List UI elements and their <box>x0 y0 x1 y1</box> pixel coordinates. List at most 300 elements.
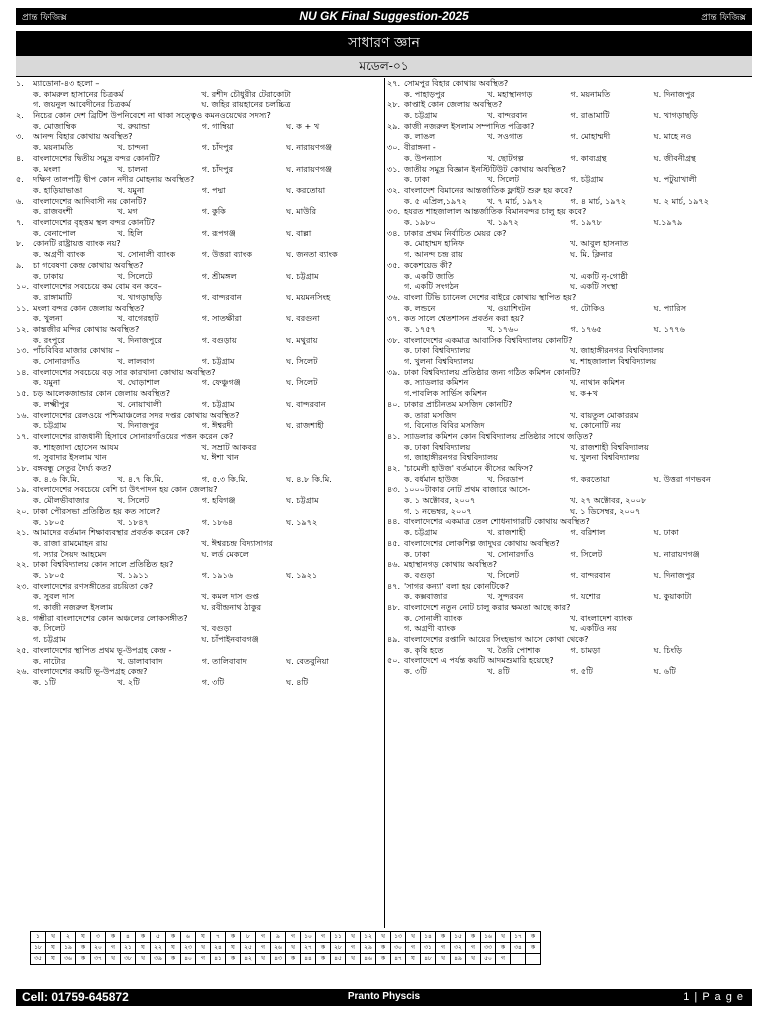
question-number: ২৬. <box>16 666 30 677</box>
answer-option: ক. বর্ধমান হাউজ <box>404 473 459 484</box>
question-number: ১১. <box>16 302 30 313</box>
section-banner: সাধারণ জ্ঞান <box>16 31 752 56</box>
question-stem: পাঁচবিবির মাজার কোথায় – <box>33 345 120 356</box>
question-text <box>16 367 386 378</box>
answer-option: খ. আবুল হাসনাত <box>570 238 629 249</box>
question-number: ১৭. <box>16 430 30 441</box>
question-number: ৪১. <box>387 430 401 441</box>
answer-option: ক. যমুনা <box>33 377 61 388</box>
question-stem: ঢাকা পৌরসভা প্রতিষ্ঠিত হয় কত সালে? <box>33 505 161 516</box>
answer-option: ক. কক্সবাজার <box>404 591 448 602</box>
answer-option: গ. ফেঞ্চুগঞ্জ <box>201 377 241 388</box>
answer-key-number: ৪৪ <box>301 954 316 965</box>
answer-key-answer: খ <box>436 954 451 965</box>
answer-option: ঘ. জনতা ব্যাংক <box>286 249 338 260</box>
answer-option: খ. মহাস্থানগড় <box>487 88 533 99</box>
answer-option: খ. সিরডাপ <box>487 473 524 484</box>
answer-option: ঘ. খাগড়াছড়ি <box>653 110 698 121</box>
answer-option: গ. কাব্যগ্রন্থ <box>570 152 607 163</box>
answer-option: ক. বেনাপোল <box>33 227 76 238</box>
answer-option: খ. খাগড়াছড়ি <box>117 291 162 302</box>
answer-option: ক. সুবল দাস <box>33 591 75 602</box>
answer-key-answer: গ <box>256 943 271 954</box>
questions-left-column <box>16 78 386 688</box>
answer-key-table <box>30 931 541 965</box>
answer-option: গ. বরিশাল <box>570 527 606 538</box>
question-number: ৯. <box>16 259 24 270</box>
question-number: ২. <box>16 110 24 121</box>
question-number: ৪০. <box>387 398 401 409</box>
answer-key-number: ১ <box>31 932 46 943</box>
answer-option: গ. তালিবাবাদ <box>201 655 247 666</box>
answer-option: ক. ১৮০৫ <box>33 516 65 527</box>
answer-key-number: ৪৬ <box>361 954 376 965</box>
option-row <box>16 99 386 110</box>
answer-option: গ. চাঁদপুর <box>201 142 234 153</box>
answer-option: ঘ. প্যারিস <box>653 302 687 313</box>
question-number: ৪৯. <box>387 634 401 645</box>
answer-key-number: ৪৯ <box>451 954 466 965</box>
question-stem: সোমপুর বিহার কোথায় অবস্থিত? <box>404 78 509 88</box>
question-stem: ম্যাডোনা-৪৩ হলো – <box>33 78 100 88</box>
answer-key-answer: খ <box>496 932 511 943</box>
answer-key-number: ৩৮ <box>121 954 136 965</box>
question-text <box>16 110 386 121</box>
question-stem: মহাস্থানগড় কোথায় অবস্থিত? <box>404 559 498 570</box>
question-stem: মংলা বন্দর কোন জেলায় অবস্থিত? <box>33 302 145 313</box>
option-row <box>16 121 386 132</box>
question-text <box>387 367 752 378</box>
answer-key-answer: খ <box>406 932 421 943</box>
question-number: ১০. <box>16 281 30 292</box>
answer-key-number: ১৬ <box>481 932 496 943</box>
answer-key-answer: খ <box>136 954 151 965</box>
answer-option: ক. কামরুল হাসানের চিত্রকর্ম <box>33 88 124 99</box>
question-stem: বাংলা টিভি চ্যানেল দেশের বাইরে কোথায় স্থাপিত হয়? <box>404 291 577 302</box>
answer-option: ঘ. ক + খ <box>286 120 320 131</box>
option-row <box>387 377 752 388</box>
answer-key-answer: গ <box>466 943 481 954</box>
question-text <box>387 399 752 410</box>
answer-key-answer: ক <box>316 954 331 965</box>
answer-key-answer: ক <box>76 954 91 965</box>
question-stem: বাংলাদেশের লোকশিল্প জাদুঘর কোথায় অবস্থিত? <box>404 537 560 548</box>
footer-cell: Cell: 01759-645872 <box>22 990 129 1004</box>
option-row <box>16 602 386 613</box>
question-number: ১৯. <box>16 484 30 495</box>
question-text <box>16 613 386 624</box>
header-title: NU GK Final Suggestion-2025 <box>299 9 469 23</box>
answer-option: গ. শ্রীমঙ্গল <box>201 270 237 281</box>
model-subbanner: মডেল-০১ <box>16 56 752 77</box>
question-stem: ১০০০টাকার নোট প্রথম বাজারে আসে- <box>404 484 531 495</box>
option-row <box>16 677 386 688</box>
option-row <box>16 538 386 549</box>
answer-key-answer: গ <box>346 943 361 954</box>
answer-option: ঘ. ৪টি <box>286 676 309 687</box>
answer-key-answer: খ <box>286 943 301 954</box>
answer-option: খ. একটি নৃ-গোষ্ঠী <box>570 270 628 281</box>
question-text <box>387 581 752 592</box>
question-number: ৩৭. <box>387 313 401 324</box>
answer-option: ক. রাঙ্গামাটি <box>33 291 72 302</box>
answer-option: খ. নোয়াখালী <box>117 398 162 409</box>
answer-option: ঘ. বান্দরবান <box>286 398 326 409</box>
answer-option: খ. বায়তুল মোকাররম <box>570 409 639 420</box>
option-row <box>387 613 752 624</box>
question-text <box>387 335 752 346</box>
option-row <box>16 249 386 260</box>
option-row <box>16 452 386 463</box>
answer-option: খ. সোনারগাঁও <box>487 548 534 559</box>
answer-key-number: ১৪ <box>421 932 436 943</box>
question-stem: বাংলাদেশের আদিবাসী নয় কোনটি? <box>33 195 147 206</box>
answer-key-number: ২৫ <box>241 943 256 954</box>
answer-key-number: ৩৫ <box>31 954 46 965</box>
answer-option: ক. ঢাকা <box>404 548 430 559</box>
answer-option: গ. ৩টি <box>201 676 225 687</box>
answer-option: ক. ঢাকা <box>404 174 430 185</box>
question-text <box>387 99 752 110</box>
question-stem: ঢাকা বিশ্ববিদ্যালয় প্রতিষ্ঠার জন্য গঠিত কমিশন কোনটি? <box>404 366 581 377</box>
answer-option: গ. ১৯১৬ <box>201 569 234 580</box>
answer-option: ক. লাঙল <box>404 131 436 142</box>
question-number: ২০. <box>16 505 30 516</box>
option-row <box>387 495 752 506</box>
answer-key-number: ৯ <box>271 932 286 943</box>
answer-option: খ. ৪.৭ কি.মি. <box>117 473 164 484</box>
question-stem: নিচের কোন দেশ ব্রিটিশ উপনিবেশে না থাকা সত্ত্বেও কমনওয়েথের সদস্য? <box>33 110 271 121</box>
answer-key-answer: ক <box>106 932 121 943</box>
option-row <box>387 474 752 485</box>
option-row <box>387 591 752 602</box>
question-text <box>16 559 386 570</box>
answer-option: গ.পাবলিক সার্ভিস কমিশন <box>404 388 487 399</box>
answer-option: ক. ৩টি <box>404 666 427 677</box>
answer-option: খ. ডালাবাবাদ <box>117 655 163 666</box>
question-text <box>16 645 386 656</box>
answer-key-number: ৩৯ <box>151 954 166 965</box>
question-stem: চা গবেষণা কেন্দ্র কোথায় অবস্থিত? <box>33 259 144 270</box>
answer-option: গ. অগ্রণী ব্যাংক <box>404 623 456 634</box>
question-stem: কাজী নজরুল ইসলাম সম্পাদিত পত্রিকা? <box>404 120 535 131</box>
answer-option: গ. পদ্মা <box>201 184 226 195</box>
question-text <box>387 516 752 527</box>
answer-option: খ. যমুনা <box>117 184 145 195</box>
answer-option: খ. ছোটগল্প <box>487 152 524 163</box>
question-number: ৩৪. <box>387 227 401 238</box>
question-text <box>387 142 752 153</box>
answer-option: ঘ. ১ ডিসেম্বর, ২০০৭ <box>570 505 641 516</box>
option-row <box>16 356 386 367</box>
answer-option: গ. সিলেট <box>570 548 603 559</box>
question-stem: বাংলাদেশের বৃহত্তম স্থল বন্দর কোনটি? <box>33 217 156 228</box>
answer-option: ঘ. নারায়ণগঞ্জ <box>653 548 700 559</box>
header-left-tag: প্রান্ত ফিজিক্স <box>22 13 67 23</box>
question-number: ২১. <box>16 527 30 538</box>
answer-option: খ. বাগেরহাট <box>117 313 159 324</box>
question-stem: কাপ্তাই কোন জেলায় অবস্থিত? <box>404 99 503 110</box>
answer-key-answer: খ <box>466 954 481 965</box>
answer-option: ক. পাহাড়পুর <box>404 88 445 99</box>
question-stem: বাংলাদেশের কয়টি ভূ-উপগ্রহ কেন্দ্র? <box>33 666 148 677</box>
answer-option: ঘ. ১৭৭৬ <box>653 323 685 334</box>
answer-key-number: ৩৬ <box>61 954 76 965</box>
question-text <box>387 313 752 324</box>
question-number: ৪৬. <box>387 559 401 570</box>
answer-key-row <box>31 932 541 943</box>
answer-option: খ. হিলি <box>117 227 143 238</box>
answer-option: ঘ. বাল্লা <box>286 227 312 238</box>
answer-option: ক. হাড়িয়াভাঙা <box>33 184 83 195</box>
question-number: ৮. <box>16 238 24 249</box>
answer-key-answer: খ <box>196 943 211 954</box>
answer-option: গ. হবিগঞ্জ <box>201 495 236 506</box>
question-number: ৪৫. <box>387 537 401 548</box>
answer-option: খ. রাজশাহী বিশ্ববিদ্যালয় <box>570 441 649 452</box>
answer-key-number: ১৩ <box>391 932 406 943</box>
question-text <box>387 538 752 549</box>
answer-option: খ. ৭ মার্চ, ১৯৭২ <box>487 195 543 206</box>
option-row <box>387 249 752 260</box>
answer-option: ক. একটি জাতি <box>404 270 454 281</box>
question-text <box>387 164 752 175</box>
answer-option: খ. ওয়াশিংটন <box>487 302 531 313</box>
option-row <box>16 399 386 410</box>
answer-option: গ. চট্টগ্রাম <box>33 634 66 645</box>
question-stem: বাংলাদেশের রেলওয়ে পশ্চিমাঞ্চলের সদর দপ্তর কোথায় অবস্থিত? <box>33 409 240 420</box>
answer-option: ঘ. পটুয়াখালী <box>653 174 697 185</box>
answer-option: ঘ. ১৯৭২ <box>286 516 318 527</box>
question-stem: বাংলাদেশের স্থাপিত প্রথম ভূ-উপগ্রহ কেন্দ্র - <box>33 644 172 655</box>
question-number: ১৩. <box>16 345 30 356</box>
answer-option: ঘ. ময়মনসিংহ <box>286 291 331 302</box>
answer-option: ঘ. একটিও নয় <box>570 623 617 634</box>
answer-key-answer: ঘ <box>46 954 61 965</box>
answer-key-number: ৪৮ <box>421 954 436 965</box>
question-number: ৪৮. <box>387 602 401 613</box>
question-stem: হযরত শাহজালাল আন্তর্জাতিক বিমানবন্দর চালু হয় কবে? <box>404 206 587 217</box>
answer-key-number: ৪৩ <box>271 954 286 965</box>
answer-option: ক. মৌলভীবাজার <box>33 495 90 506</box>
answer-option: খ. রাজশাহী <box>487 527 526 538</box>
answer-option: খ. রশীদ চৌধুরীর টেরাকোটা <box>201 88 291 99</box>
answer-option: ক. ঢাকা বিশ্ববিদ্যালয় <box>404 441 471 452</box>
question-number: ২৯. <box>387 120 401 131</box>
answer-option: ক. রংপুরে <box>33 334 65 345</box>
answer-key-answer <box>526 954 541 965</box>
answer-option: খ. চালনা <box>117 163 148 174</box>
question-text <box>16 78 386 89</box>
answer-option: ঘ. মি. ক্লিনার <box>570 249 613 260</box>
question-stem: বাংলাদেশের একমাত্র আবাসিক বিশ্ববিদ্যালয় কোনটি? <box>404 334 573 345</box>
question-text <box>16 484 386 495</box>
option-row <box>387 174 752 185</box>
answer-option: ক. রাজা রামমোহন রায় <box>33 537 108 548</box>
answer-option: ঘ. ৬টি <box>653 666 676 677</box>
answer-option: ঘ. একটি সংস্থা <box>570 281 618 292</box>
option-row <box>387 324 752 335</box>
question-stem: বাংলাদেশের দ্বিতীয় সমুদ্র বন্দর কোনটি? <box>33 152 161 163</box>
answer-key-number: ৪০ <box>181 954 196 965</box>
footer-page: 1 | P a g e <box>683 991 744 1003</box>
answer-key-number: ২৬ <box>271 943 286 954</box>
answer-option: ক. অগ্রণী ব্যাংক <box>33 249 86 260</box>
question-number: ৭. <box>16 217 24 228</box>
question-stem: আনন্দ বিহার কোথায় অবস্থিত? <box>33 131 133 142</box>
answer-option: ক. ৫ এপ্রিল,১৯৭২ <box>404 195 467 206</box>
answer-option: গ. ১৯৭৮ <box>570 217 602 228</box>
question-number: ৪৪. <box>387 516 401 527</box>
question-number: ৩২. <box>387 184 401 195</box>
question-stem: বাংলাদেশের একমাত্র তেল শোধনাগারটি কোথায় অবস্থিত? <box>404 516 590 527</box>
answer-option: ঘ. নারায়ণগঞ্জ <box>286 142 333 153</box>
question-stem: দক্ষিণ তালপট্টি দ্বীপ কোন নদীর মোহনায় অবস্থিত? <box>33 174 195 185</box>
answer-option: ক. ১টি <box>33 676 56 687</box>
answer-option: ঘ. ক+খ <box>570 388 598 399</box>
answer-option: গ. বগুড়ায় <box>201 334 237 345</box>
option-row <box>387 356 752 367</box>
answer-key-number: ৫ <box>151 932 166 943</box>
answer-option: ঘ. রাজশাহী <box>286 420 324 431</box>
question-number: ৫০. <box>387 655 401 666</box>
option-row <box>387 271 752 282</box>
answer-option: গ. রাঙামাটি <box>570 110 610 121</box>
option-row <box>16 89 386 100</box>
answer-option: খ. ৪টি <box>487 666 510 677</box>
answer-option: গ. চট্টগ্রাম <box>201 398 235 409</box>
answer-option: গ. ৫.৩ কি.মি. <box>201 473 248 484</box>
answer-option: গ. উত্তরা ব্যাংক <box>201 249 252 260</box>
answer-key-number: ১৮ <box>31 943 46 954</box>
option-row <box>16 570 386 581</box>
question-number: ১৪. <box>16 366 30 377</box>
answer-option: ঘ. সিলেট <box>286 377 318 388</box>
question-stem: জাতীয় সমুদ্র বিজ্ঞান ইনস্টিটিউট কোথায় অবস্থিত? <box>404 163 566 174</box>
question-text <box>16 324 386 335</box>
question-stem: ঢাকার প্রাচীনতম মসজিদ কোনটি? <box>404 398 513 409</box>
answer-key-answer: ক <box>136 932 151 943</box>
answer-option: ঘ. জহির রায়হানের চলচ্চিত্র <box>201 99 291 110</box>
question-stem: স্যাডলার কমিশন কোন বিশ্ববিদ্যালয় প্রতিষ্ঠার সাথে জড়িত? <box>404 430 593 441</box>
answer-option: ঘ. শাহজালাল বিশ্ববিদ্যালয় <box>570 356 657 367</box>
answer-key-answer: ক <box>166 954 181 965</box>
answer-option: ঘ. চিংড়ি <box>653 644 683 655</box>
question-stem: কান্তজীর মন্দির কোথায় অবস্থিত? <box>33 323 140 334</box>
answer-key-number: ১৯ <box>61 943 76 954</box>
answer-option: গ. চট্টগ্রাম <box>201 356 235 367</box>
question-number: ৪২. <box>387 462 401 473</box>
question-stem: গম্ভীরা বাংলাদেশের কোন অঞ্চলের লোকসঙ্গীত? <box>33 612 188 623</box>
answer-key-number: ২২ <box>151 943 166 954</box>
option-row <box>387 303 752 314</box>
answer-option: খ. ১৯১১ <box>117 569 149 580</box>
question-stem: বাংলাদেশের সবচেয়ে বড় সার কারখানা কোথায় অবস্থিত? <box>33 366 216 377</box>
answer-key-answer: গ <box>106 943 121 954</box>
answer-key-number: ৫০ <box>481 954 496 965</box>
answer-key-answer: ঘ <box>406 954 421 965</box>
answer-option: ঘ. ১৯২১ <box>286 569 318 580</box>
question-text <box>16 345 386 356</box>
answer-option: ক. ঢাকা বিশ্ববিদ্যালয় <box>404 345 471 356</box>
answer-option: খ. দিনাজপুর <box>117 420 159 431</box>
question-stem: 'সাগর কন্যা' বলা হয় কোনটিকে? <box>404 580 510 591</box>
answer-option: ক. উপন্যাস <box>404 152 442 163</box>
question-text <box>387 206 752 217</box>
answer-option: ক. মোহাম্মদ হানিফ <box>404 238 465 249</box>
question-text <box>16 303 386 314</box>
footer-brand: Pranto Physcis <box>347 991 421 1002</box>
question-stem: বাংলাদেশের রণসঙ্গীতের রচয়িতা কে? <box>33 580 154 591</box>
option-row <box>387 238 752 249</box>
answer-key-number: ২ <box>61 932 76 943</box>
answer-option: ঘ. ঢাকা <box>653 527 679 538</box>
option-row <box>16 335 386 346</box>
question-stem: বীরাঙ্গনা - <box>404 142 436 153</box>
answer-option: ঘ. বরগুনা <box>286 313 320 324</box>
option-row <box>387 217 752 228</box>
answer-key-answer: ক <box>226 954 241 965</box>
answer-option: ঘ. চট্টগ্রাম <box>286 495 319 506</box>
answer-key-number: ৩ <box>91 932 106 943</box>
question-stem: 'চামেলী হাউজ' বর্তমানে কীসের অফিস? <box>404 462 534 473</box>
answer-key-answer: খ <box>376 932 391 943</box>
answer-key-answer: ঘ <box>196 932 211 943</box>
answer-key-number: ৪ <box>121 932 136 943</box>
answer-key-number: ২৯ <box>361 943 376 954</box>
answer-key-answer: ক <box>76 943 91 954</box>
answer-key-number: ৮ <box>241 932 256 943</box>
answer-option: খ. বগুড়া <box>201 623 232 634</box>
answer-option: ঘ. কুয়াকাটা <box>653 591 692 602</box>
option-row <box>16 474 386 485</box>
answer-key-row <box>31 954 541 965</box>
answer-key-number: ২৮ <box>331 943 346 954</box>
answer-key-number: ৩০ <box>391 943 406 954</box>
question-text <box>16 131 386 142</box>
answer-option: ক. চট্টগ্রাম <box>33 420 67 431</box>
question-stem: বাংলাদেশের সবচেয়ে বেশি চা উৎপাদন হয় কোন জেলায়? <box>33 484 218 495</box>
answer-key-answer: ক <box>166 932 181 943</box>
answer-option: খ. দিনাজপুরে <box>117 334 163 345</box>
question-stem: আমাদের বর্তমান শিক্ষাব্যবস্থার প্রবর্তক করেন কে? <box>33 527 190 538</box>
answer-option: ঘ.১৯৭৯ <box>653 217 683 228</box>
question-text <box>387 121 752 132</box>
answer-key-number: ৭ <box>211 932 226 943</box>
answer-key-number <box>511 954 526 965</box>
answer-option: ক. মোজাম্বিক <box>33 120 77 131</box>
answer-option: খ. ২টি <box>117 676 140 687</box>
answer-option: ক. লক্ষ্মীপুর <box>33 398 70 409</box>
answer-option: গ. জয়নুল আবেদীনের চিত্রকর্ম <box>33 99 131 110</box>
answer-option: ঘ. দিনাজপুর <box>653 569 695 580</box>
answer-key-number: ২১ <box>121 943 136 954</box>
answer-key-number: ৪৫ <box>331 954 346 965</box>
answer-key-answer: খ <box>46 932 61 943</box>
option-row <box>387 89 752 100</box>
answer-key-number: ১২ <box>361 932 376 943</box>
option-row <box>387 549 752 560</box>
answer-option: খ. রুয়ান্ডা <box>117 120 150 131</box>
question-text <box>16 238 386 249</box>
answer-option: ঘ. উত্তরা গণভবন <box>653 473 711 484</box>
option-row <box>16 185 386 196</box>
answer-key-number: ১০ <box>301 932 316 943</box>
option-row <box>16 292 386 303</box>
option-row <box>387 110 752 121</box>
answer-key-number: ২০ <box>91 943 106 954</box>
answer-key-answer: ক <box>526 932 541 943</box>
